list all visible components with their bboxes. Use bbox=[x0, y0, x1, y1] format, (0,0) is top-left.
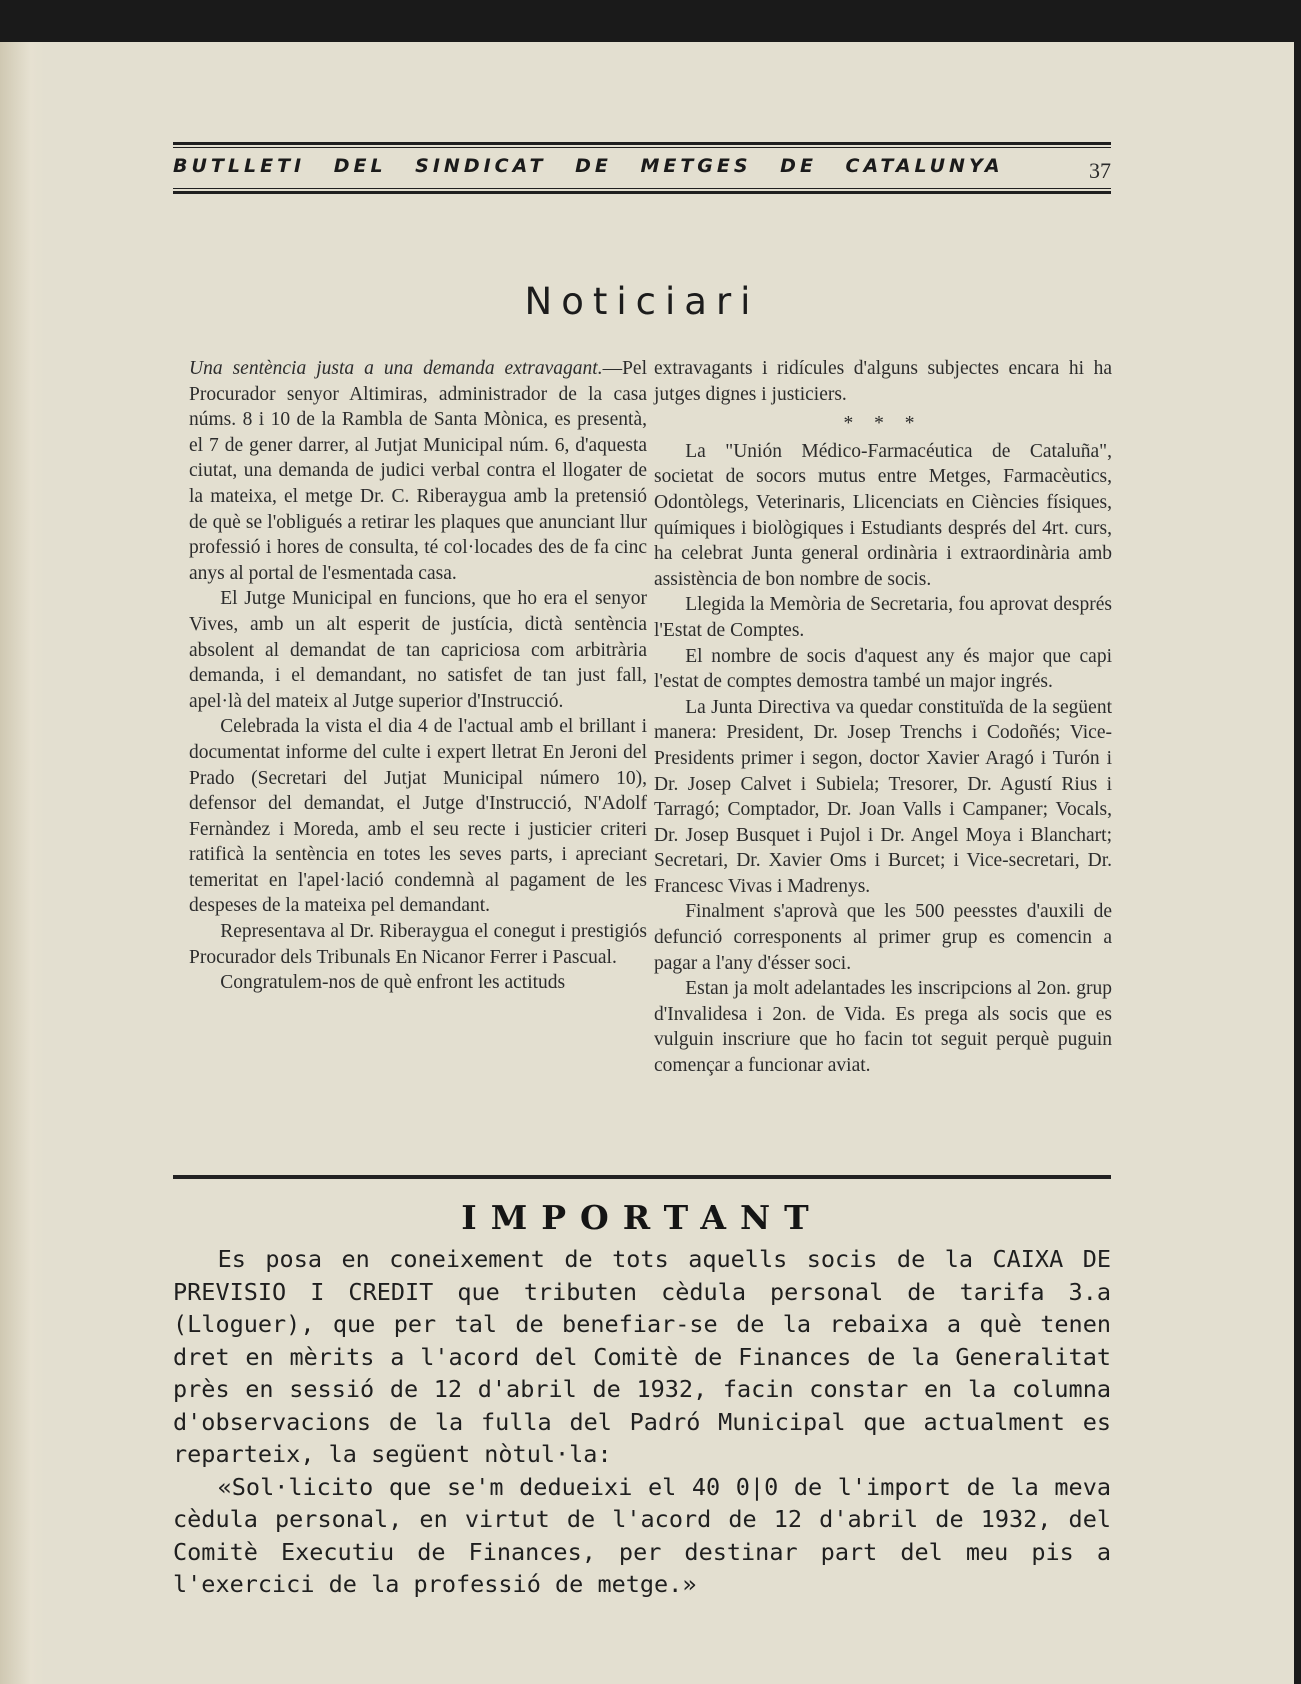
article-paragraph: El nombre de socis d'aquest any és major que capi l'estat de comptes demostra també un major ingrés. bbox=[654, 645, 1112, 693]
article-paragraph: La Junta Directiva va quedar constituïda de la següent manera: President, Dr. Josep Trenchs i Codoñés; Vice-Presidents primer i segon, doctor Xavier Aragó i Turón i Dr. Josep Calvet i Subiela; Tresorer, Dr. Agustí Rius i Tarragó; Comptador, Dr. Joan Valls i Campaner; Vocals, Dr. Josep Busquet i Pujol i Dr. Angel Moya i Blanchart; Secretari, Dr. Xavier Oms i Burcet; i Vice-secretari, Dr. Francesc Vivas i Madrenys. bbox=[654, 696, 1112, 897]
header-rule bbox=[173, 188, 1111, 189]
notice-body bbox=[173, 1243, 1111, 1601]
left-column bbox=[189, 356, 647, 996]
header-rule bbox=[173, 147, 1111, 148]
article-paragraph: Estan ja molt adelantades les inscripcions al 2on. grup d'Invalidesa i 2on. de Vida. Es prega als socis que es vulguin inscriure que ho facin tot seguit perquè puguin començar a funcionar aviat. bbox=[654, 978, 1112, 1077]
article-paragraph: El Jutge Municipal en funcions, que ho era el senyor Vives, amb un alt esperit de justícia, dictà sentència absolent al demandat de tan capriciosa com arbitrària demanda, i el demandant, no satisfet de tan just fall, apel·là del mateix al Jutge superior d'Instrucció. bbox=[189, 588, 647, 712]
section-divider bbox=[173, 1175, 1111, 1179]
section-title: Noticiari bbox=[524, 280, 760, 323]
article-text: —Pel Procurador senyor Altimiras, administrador de la casa núms. 8 i 10 de la Rambla de Santa Mònica, es presentà, el 7 de gener darrer, al Jutjat Municipal núm. 6, d'aquesta ciutat, una demanda de judici verbal contra el llogater de la mateixa, el metge Dr. C. Riberaygua amb la pretensió de què se l'obligués a retirar les plaques que anunciant llur professió i hores de consulta, té col·locades des de fa cinc anys al portal de l'esmentada casa. bbox=[189, 358, 647, 584]
binding-gutter bbox=[0, 42, 44, 1684]
article-paragraph: Finalment s'aprovà que les 500 peesstes d'auxili de defunció corresponents al primer grup es comencin a pagar a l'any d'ésser soci. bbox=[654, 901, 1112, 974]
article-paragraph: Representava al Dr. Riberaygua el conegut i prestigiós Procurador dels Tribunals En Nicanor Ferrer i Pascual. bbox=[189, 921, 647, 968]
article-title: Una sentència justa a una demanda extravagant. bbox=[189, 358, 603, 379]
running-header bbox=[173, 142, 1111, 196]
article-paragraph: Celebrada la vista el dia 4 de l'actual amb el brillant i documentat informe del culte i expert lletrat En Jeroni del Prado (Secretari del Jutjat Municipal número 10), defensor del demandat, el Jutge d'Instrucció, N'Adolf Fernàndez i Moreda, amb el seu recte i justicier criteri ratificà la sentència en totes les seves parts, i apreciant temeritat en l'apel·lació condemnà al pagament de les despeses de la mateixa pel demandant. bbox=[189, 716, 647, 917]
header-rule bbox=[173, 191, 1111, 194]
notice-title: IMPORTANT bbox=[461, 1198, 823, 1237]
article-paragraph: Congratulem-nos de què enfront les actituds bbox=[220, 972, 566, 994]
right-column bbox=[654, 356, 1112, 1079]
article-paragraph bbox=[189, 356, 647, 586]
notice-paragraph: «Sol·licito que se'm dedueixi el 40 0|0 de l'import de la meva cèdula personal, en virtut de l'acord de 12 d'abril de 1932, del Comitè Executiu de Finances, per destinar part del meu pis a l'exercici de la professió de metge.» bbox=[173, 1472, 1111, 1598]
page-number: 37 bbox=[1089, 158, 1111, 183]
journal-title: BUTLLETI DEL SINDICAT DE METGES DE CATALUNYA bbox=[173, 155, 1004, 177]
article-paragraph: extravagants i ridícules d'alguns subjectes encara hi ha jutges dignes i justiciers. bbox=[654, 358, 1112, 405]
notice-paragraph: Es posa en coneixement de tots aquells socis de la CAIXA DE PREVISIO I CREDIT que tributen cèdula personal de tarifa 3.a (Lloguer), que per tal de benefiar-se de la rebaixa a què tenen dret en mèrits a l'acord del Comitè de Finances de la Generalitat près en sessió de 12 d'abril de 1932, facin constar en la columna d'observacions de la fulla del Padró Municipal que actualment es reparteix, la següent nòtul·la: bbox=[173, 1245, 1111, 1468]
section-separator: * * * bbox=[843, 413, 923, 435]
header-rule bbox=[173, 142, 1111, 145]
article-paragraph: Llegida la Memòria de Secretaria, fou aprovat després l'Estat de Comptes. bbox=[654, 594, 1112, 641]
article-paragraph: La "Unión Médico-Farmacéutica de Cataluña", societat de socors mutus entre Metges, Farmacèutics, Odontòlegs, Veterinaris, Llicenciats en Ciències físiques, químiques i biològiques i Estudiants després del 4rt. curs, ha celebrat Junta general ordinària i extraordinària amb assistència de bon nombre de socis. bbox=[654, 440, 1112, 590]
